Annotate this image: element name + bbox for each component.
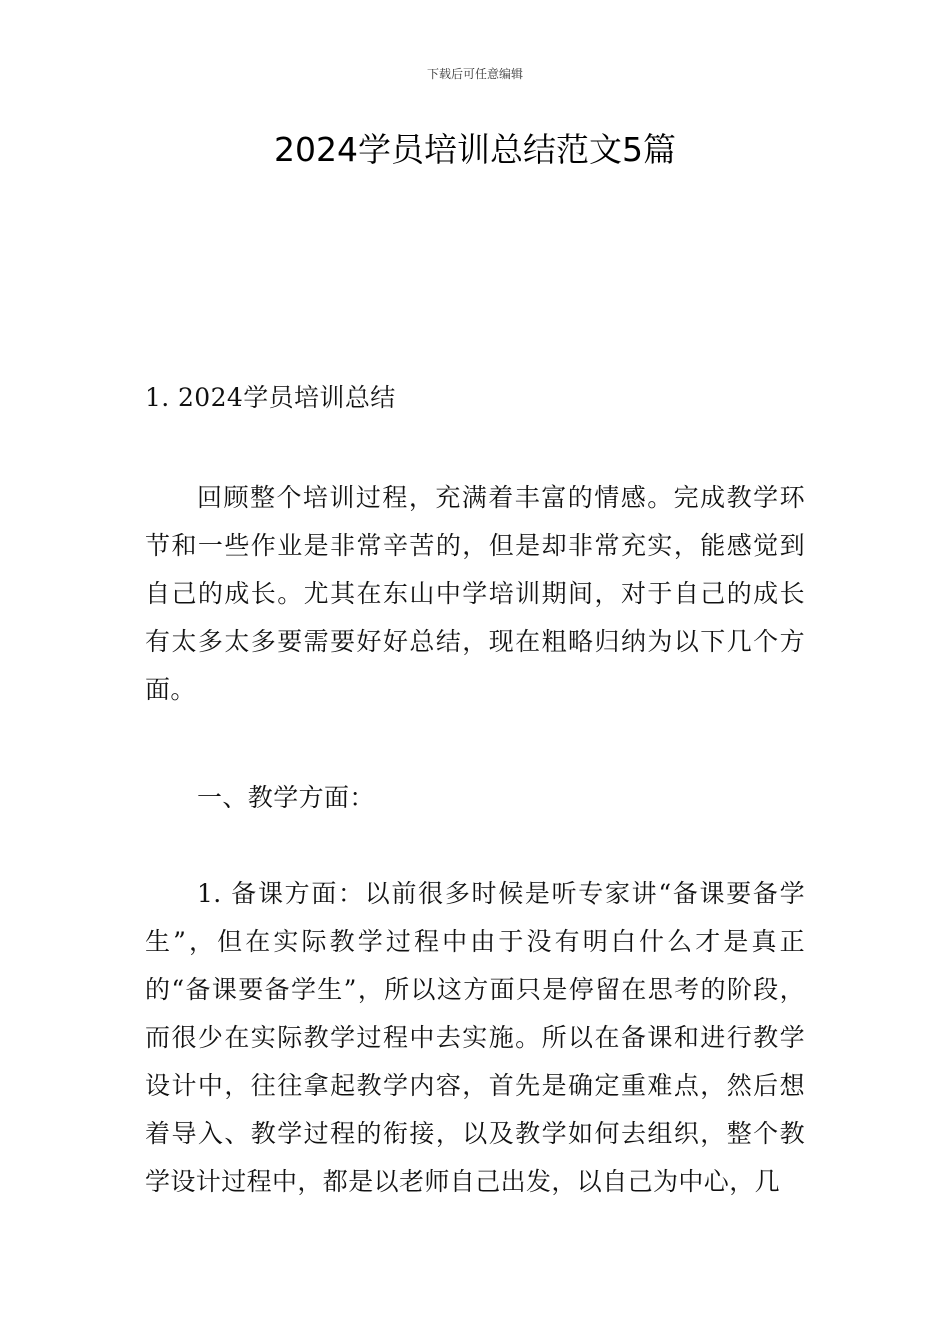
paragraph-intro: 回顾整个培训过程，充满着丰富的情感。完成教学环节和一些作业是非常辛苦的，但是却非常充实，能感觉到自己的成长。尤其在东山中学培训期间，对于自己的成长有太多太多要需要好好总结，现在粗略归纳为以下几个方面。 xyxy=(145,483,805,704)
header-note: 下载后可任意编辑 xyxy=(426,67,523,81)
document-title: 2024学员培训总结范文5篇 xyxy=(274,130,676,169)
section-heading: 1. 2024学员培训总结 xyxy=(145,383,396,412)
subheading-teaching: 一、教学方面： xyxy=(197,783,375,812)
paragraph-lesson-prep: 1. 备课方面：以前很多时候是听专家讲“备课要备学生”，但在实际教学过程中由于没有明白什么才是真正的“备课要备学生”，所以这方面只是停留在思考的阶段，而很少在实际教学过程中去实施。所以在备课和进行教学设计中，往往拿起教学内容，首先是确定重难点，然后想着导入、教学过程的衔接，以及教学如何去组织，整个教学设计过程中，都是以老师自己出发，以自己为中心，几 xyxy=(145,879,805,1196)
